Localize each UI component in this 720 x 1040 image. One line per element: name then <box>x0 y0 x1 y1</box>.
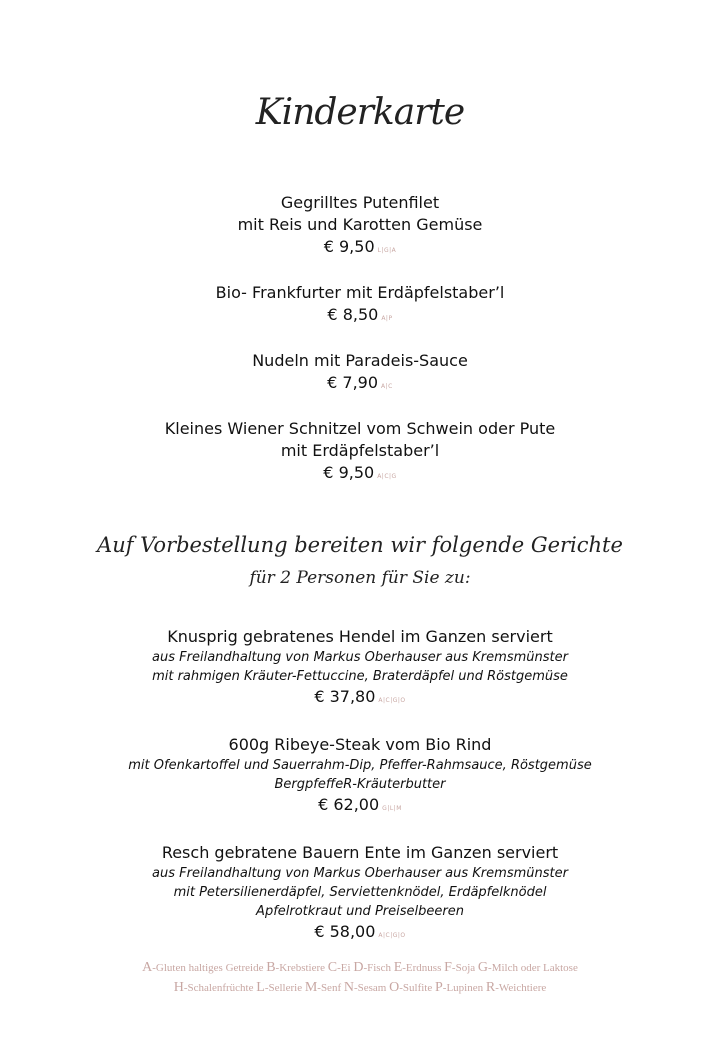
legend-entry <box>174 982 257 994</box>
preorder-heading-line2: für 2 Personen für Sie zu: <box>249 568 471 588</box>
allergen-legend <box>0 958 720 998</box>
legend-entry <box>478 962 578 974</box>
kids-menu <box>0 192 720 508</box>
preorder-heading-line1: Auf Vorbestellung bereiten wir folgende Gerichte <box>97 533 623 557</box>
allergen-code: L <box>256 980 265 995</box>
allergen-codes: L|G|A <box>377 247 397 254</box>
dish-price <box>0 372 720 398</box>
dish-description: Apfelrotkraut und Preiselbeeren <box>256 904 464 919</box>
legend-entry <box>344 982 389 994</box>
dish-description: mit Ofenkartoffel und Sauerrahm-Dip, Pfeffer-Rahmsauce, Röstgemüse <box>128 758 592 773</box>
allergen-codes: A|C|G <box>377 473 397 480</box>
dish-description: mit rahmigen Kräuter-Fettuccine, Braterdäpfel und Röstgemüse <box>152 669 568 684</box>
menu-item <box>0 842 720 947</box>
allergen-label: -Sellerie <box>264 982 305 994</box>
dish-description: aus Freilandhaltung von Markus Oberhauser aus Kremsmünster <box>152 866 568 881</box>
price-value: € 8,50 <box>327 305 379 324</box>
allergen-code: C <box>327 960 338 975</box>
legend-row <box>0 958 720 978</box>
dish-name: Knusprig gebratenes Hendel im Ganzen serviert <box>167 627 553 646</box>
legend-entry <box>256 982 305 994</box>
price-value: € 7,90 <box>327 373 379 392</box>
menu-item <box>0 350 720 398</box>
dish-description: aus Freilandhaltung von Markus Oberhauser aus Kremsmünster <box>152 650 568 665</box>
price-value: € 9,50 <box>323 237 375 256</box>
allergen-codes: A|C|G|O <box>378 697 406 704</box>
dish-name: Gegrilltes Putenfilet <box>280 193 440 212</box>
dish-price <box>0 304 720 330</box>
allergen-code: F <box>444 960 452 975</box>
allergen-codes: A|C <box>381 383 393 390</box>
legend-entry <box>486 982 546 994</box>
legend-entry <box>266 962 328 974</box>
dish-price <box>0 462 720 488</box>
dish-name: Nudeln mit Paradeis-Sauce <box>252 351 468 370</box>
allergen-code: O <box>389 980 400 995</box>
allergen-label: -Weichtiere <box>495 982 547 994</box>
legend-row <box>0 978 720 998</box>
menu-item <box>0 734 720 820</box>
allergen-code: R <box>485 980 496 995</box>
legend-entry <box>328 962 354 974</box>
allergen-code: B <box>266 960 276 975</box>
allergen-label: -Schalenfrüchte <box>183 982 257 994</box>
menu-item <box>0 282 720 330</box>
preorder-menu <box>0 626 720 969</box>
dish-name: Resch gebratene Bauern Ente im Ganzen serviert <box>161 843 559 862</box>
allergen-code: E <box>393 960 403 975</box>
allergen-label: -Soja <box>451 962 478 974</box>
allergen-label: -Senf <box>317 982 344 994</box>
dish-description: mit Petersilienerdäpfel, Serviettenknödel, Erdäpfelknödel <box>173 885 547 900</box>
dish-name: Bio- Frankfurter mit Erdäpfelstaber’l <box>215 283 505 302</box>
dish-price <box>0 794 720 820</box>
menu-item <box>0 192 720 262</box>
preorder-heading <box>0 527 720 593</box>
price-value: € 58,00 <box>314 922 376 941</box>
dish-name: Kleines Wiener Schnitzel vom Schwein oder Pute <box>164 419 556 438</box>
allergen-code: N <box>343 980 354 995</box>
price-value: € 37,80 <box>314 687 376 706</box>
allergen-label: -Sulfite <box>399 982 435 994</box>
dish-price <box>0 236 720 262</box>
allergen-label: -Lupinen <box>442 982 486 994</box>
allergen-code: D <box>353 960 364 975</box>
allergen-label: -Krebstiere <box>275 962 328 974</box>
legend-entry <box>142 962 266 974</box>
allergen-code: M <box>304 980 318 995</box>
allergen-code: A <box>142 960 153 975</box>
allergen-codes: A|P <box>381 315 393 322</box>
menu-item <box>0 418 720 488</box>
allergen-label: -Erdnuss <box>402 962 445 974</box>
allergen-codes: G|L|M <box>382 805 402 812</box>
legend-entry <box>389 982 435 994</box>
dish-name: mit Erdäpfelstaber’l <box>280 441 440 460</box>
allergen-label: -Milch oder Laktose <box>488 962 578 974</box>
price-value: € 9,50 <box>323 463 375 482</box>
dish-price <box>0 921 720 947</box>
allergen-label: -Fisch <box>363 962 394 974</box>
page-title: Kinderkarte <box>255 92 465 133</box>
legend-entry <box>353 962 393 974</box>
dish-name: mit Reis und Karotten Gemüse <box>237 215 483 234</box>
price-value: € 62,00 <box>318 795 380 814</box>
dish-price <box>0 686 720 712</box>
legend-entry <box>435 982 486 994</box>
allergen-code: P <box>435 980 443 995</box>
allergen-codes: A|C|G|O <box>378 932 406 939</box>
allergen-label: -Gluten haltiges Getreide <box>152 962 267 974</box>
legend-entry <box>444 962 478 974</box>
allergen-label: -Ei <box>337 962 354 974</box>
dish-description: BergpfeffeR-Kräuterbutter <box>274 777 446 792</box>
menu-item <box>0 626 720 712</box>
legend-entry <box>394 962 444 974</box>
allergen-label: -Sesam <box>353 982 390 994</box>
dish-name: 600g Ribeye-Steak vom Bio Rind <box>228 735 492 754</box>
allergen-code: G <box>477 960 489 975</box>
legend-entry <box>305 982 344 994</box>
allergen-code: H <box>173 980 184 995</box>
